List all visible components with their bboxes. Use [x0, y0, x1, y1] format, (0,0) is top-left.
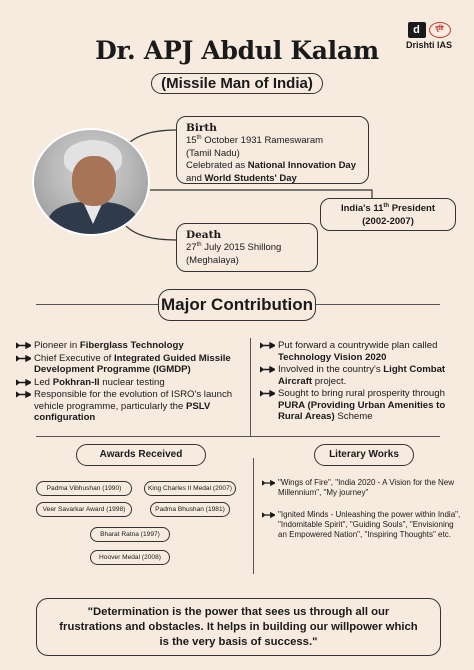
major-right-list — [260, 340, 468, 424]
quote-line-2: frustrations and obstacles. It helps in building our willpower which — [59, 621, 418, 633]
missile-arrow-icon — [16, 355, 31, 362]
list-item: "Ignited Minds - Unleashing the power within India", "Indomitable Spirit", "Guiding Souls", "Envisioning an Empowered Nation", "Inspiring Thoughts" etc. — [262, 510, 462, 540]
missile-arrow-icon — [260, 390, 275, 397]
award-padma-vibhushan: Padma Vibhushan (1990) — [36, 481, 132, 496]
major-contribution-heading: Major Contribution — [158, 289, 316, 321]
logo-text: Drishti IAS — [405, 40, 452, 50]
major-left-list — [16, 340, 242, 425]
list-item: Involved in the country's Light Combat Aircraft project. — [260, 364, 468, 387]
missile-arrow-icon — [16, 379, 31, 386]
list-item: Pioneer in Fiberglass Technology — [16, 340, 242, 352]
divider-awards — [36, 436, 440, 437]
drishti-logo-icon: d — [408, 22, 426, 38]
birth-heading: Birth — [186, 122, 217, 134]
missile-arrow-icon — [262, 480, 275, 486]
list-item: Chief Executive of Integrated Guided Missile Development Programme (IGMDP) — [16, 353, 242, 376]
page-subtitle-wrap — [0, 73, 474, 94]
missile-arrow-icon — [16, 342, 31, 349]
birth-box — [176, 116, 369, 184]
death-heading: Death — [186, 229, 222, 241]
list-item: Put forward a countrywide plan called Technology Vision 2020 — [260, 340, 468, 363]
birth-place-line: (Tamil Nadu) — [186, 147, 240, 159]
kalam-quote — [36, 598, 441, 656]
missile-arrow-icon — [16, 391, 31, 398]
birth-celebration-line-2: and World Students' Day — [186, 172, 297, 184]
death-box — [176, 223, 318, 272]
award-hoover-medal: Hoover Medal (2008) — [90, 550, 170, 565]
page-subtitle: (Missile Man of India) — [151, 73, 323, 94]
literary-list — [262, 478, 462, 541]
literary-heading: Literary Works — [314, 444, 414, 466]
portrait-face — [72, 156, 116, 206]
president-line: India's 11th President — [340, 202, 435, 214]
list-item: "Wings of Fire", "India 2020 - A Vision for the New Millennium", "My journey" — [262, 478, 462, 498]
death-place-line: (Meghalaya) — [186, 254, 239, 266]
missile-arrow-icon — [262, 512, 275, 518]
major-column-divider — [250, 338, 251, 436]
president-term: (2002-2007) — [362, 215, 414, 227]
kalam-portrait — [32, 128, 150, 236]
quote-line-3: is the very basis of success." — [159, 636, 318, 648]
list-item: Responsible for the evolution of ISRO's launch vehicle programme, particularly the PSLV configuration — [16, 389, 242, 424]
missile-arrow-icon — [260, 342, 275, 349]
award-bharat-ratna: Bharat Ratna (1997) — [90, 527, 170, 542]
page-title: Dr. APJ Abdul Kalam — [95, 36, 379, 65]
list-item: Led Pokhran-II nuclear testing — [16, 377, 242, 389]
award-veer-savarkar: Veer Savarkar Award (1998) — [36, 502, 132, 517]
drishti-seal-icon: दृष्टि — [429, 22, 451, 38]
president-box — [320, 198, 456, 231]
death-date-line: 27th July 2015 Shillong — [186, 241, 282, 253]
awards-heading: Awards Received — [76, 444, 206, 466]
birth-celebration-line: Celebrated as National Innovation Day — [186, 160, 357, 171]
birth-date-line: 15th October 1931 Rameswaram — [186, 134, 324, 146]
quote-line-1: "Determination is the power that sees us through all our — [87, 606, 390, 618]
list-item: Sought to bring rural prosperity through PURA (Providing Urban Amenities to Rural Areas) Scheme — [260, 388, 468, 423]
award-king-charles-medal: King Charles II Medal (2007) — [144, 481, 236, 496]
awards-column-divider — [253, 458, 254, 574]
missile-arrow-icon — [260, 366, 275, 373]
award-padma-bhushan: Padma Bhushan (1981) — [150, 502, 230, 517]
